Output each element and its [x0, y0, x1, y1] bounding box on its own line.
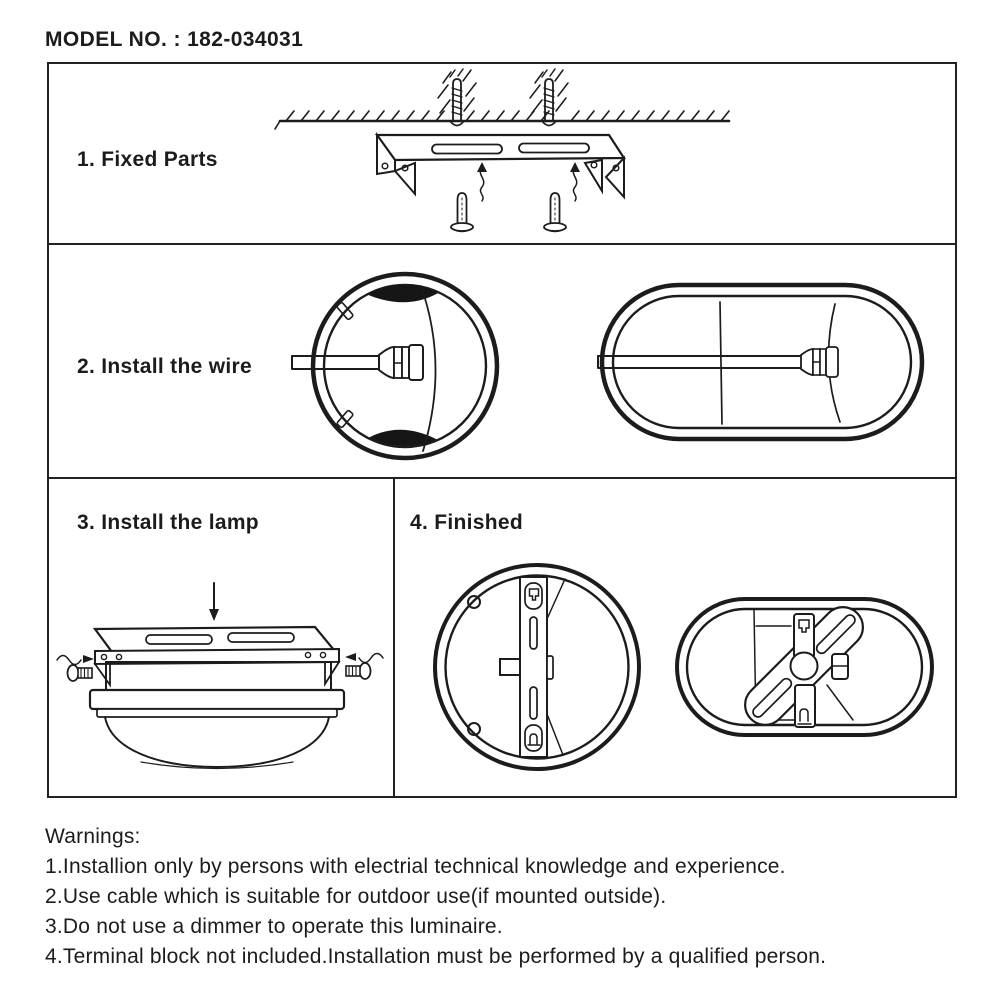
down-arrow-icon [209, 583, 219, 621]
warning-item-1: 1.Installion only by persons with electrial technical knowledge and experience. [45, 855, 786, 878]
step-4-cell [395, 479, 955, 796]
install-lamp-diagram [49, 479, 393, 794]
step-1-cell [49, 64, 955, 245]
side-screw-icon [57, 655, 94, 681]
screw-icon [544, 162, 580, 232]
up-arrow-icon [573, 167, 576, 201]
mounting-bracket [377, 135, 624, 197]
side-screw-icon [345, 653, 383, 679]
bracket-top [95, 627, 339, 685]
page-title: MODEL NO. : 182-034031 [45, 28, 304, 51]
lamp-body [90, 662, 344, 769]
step-4-label: 4. Finished [410, 511, 523, 534]
ceiling-section [275, 111, 729, 129]
wire [598, 356, 801, 368]
oval-finished [677, 599, 932, 735]
warning-item-4: 4.Terminal block not included.Installation must be performed by a qualified person. [45, 945, 827, 968]
step-3-label: 3. Install the lamp [77, 511, 259, 534]
warnings-section [45, 822, 826, 972]
push-arrow-icon [359, 654, 383, 663]
screw-icon [451, 162, 487, 232]
fixed-parts-diagram [272, 67, 737, 240]
finished-diagram [395, 479, 955, 794]
warning-item-2: 2.Use cable which is suitable for outdoor use(if mounted outside). [45, 885, 667, 908]
warnings-heading: Warnings: [45, 825, 141, 848]
inner-line [720, 302, 722, 424]
step-2-cell [49, 245, 955, 479]
cable-gland [801, 347, 838, 377]
wire [292, 356, 379, 369]
step-3-4-row [49, 479, 955, 796]
warning-item-3: 3.Do not use a dimmer to operate this luminaire. [45, 915, 503, 938]
install-wire-diagram [49, 245, 955, 477]
cable-gland [379, 345, 423, 380]
anchor-screw-icon [530, 69, 568, 126]
push-arrow-icon [57, 656, 81, 665]
step-1-label: 1. Fixed Parts [77, 148, 218, 171]
step-3-cell [49, 479, 395, 796]
diffuser-dome [105, 717, 329, 767]
oval-base [598, 285, 922, 439]
up-arrow-icon [480, 167, 483, 201]
anchor-screw-icon [438, 69, 476, 126]
cross-mount-plate [737, 599, 871, 733]
step-2-label: 2. Install the wire [77, 355, 252, 378]
round-base [292, 274, 497, 458]
instruction-table [47, 62, 957, 798]
round-finished [435, 565, 639, 769]
